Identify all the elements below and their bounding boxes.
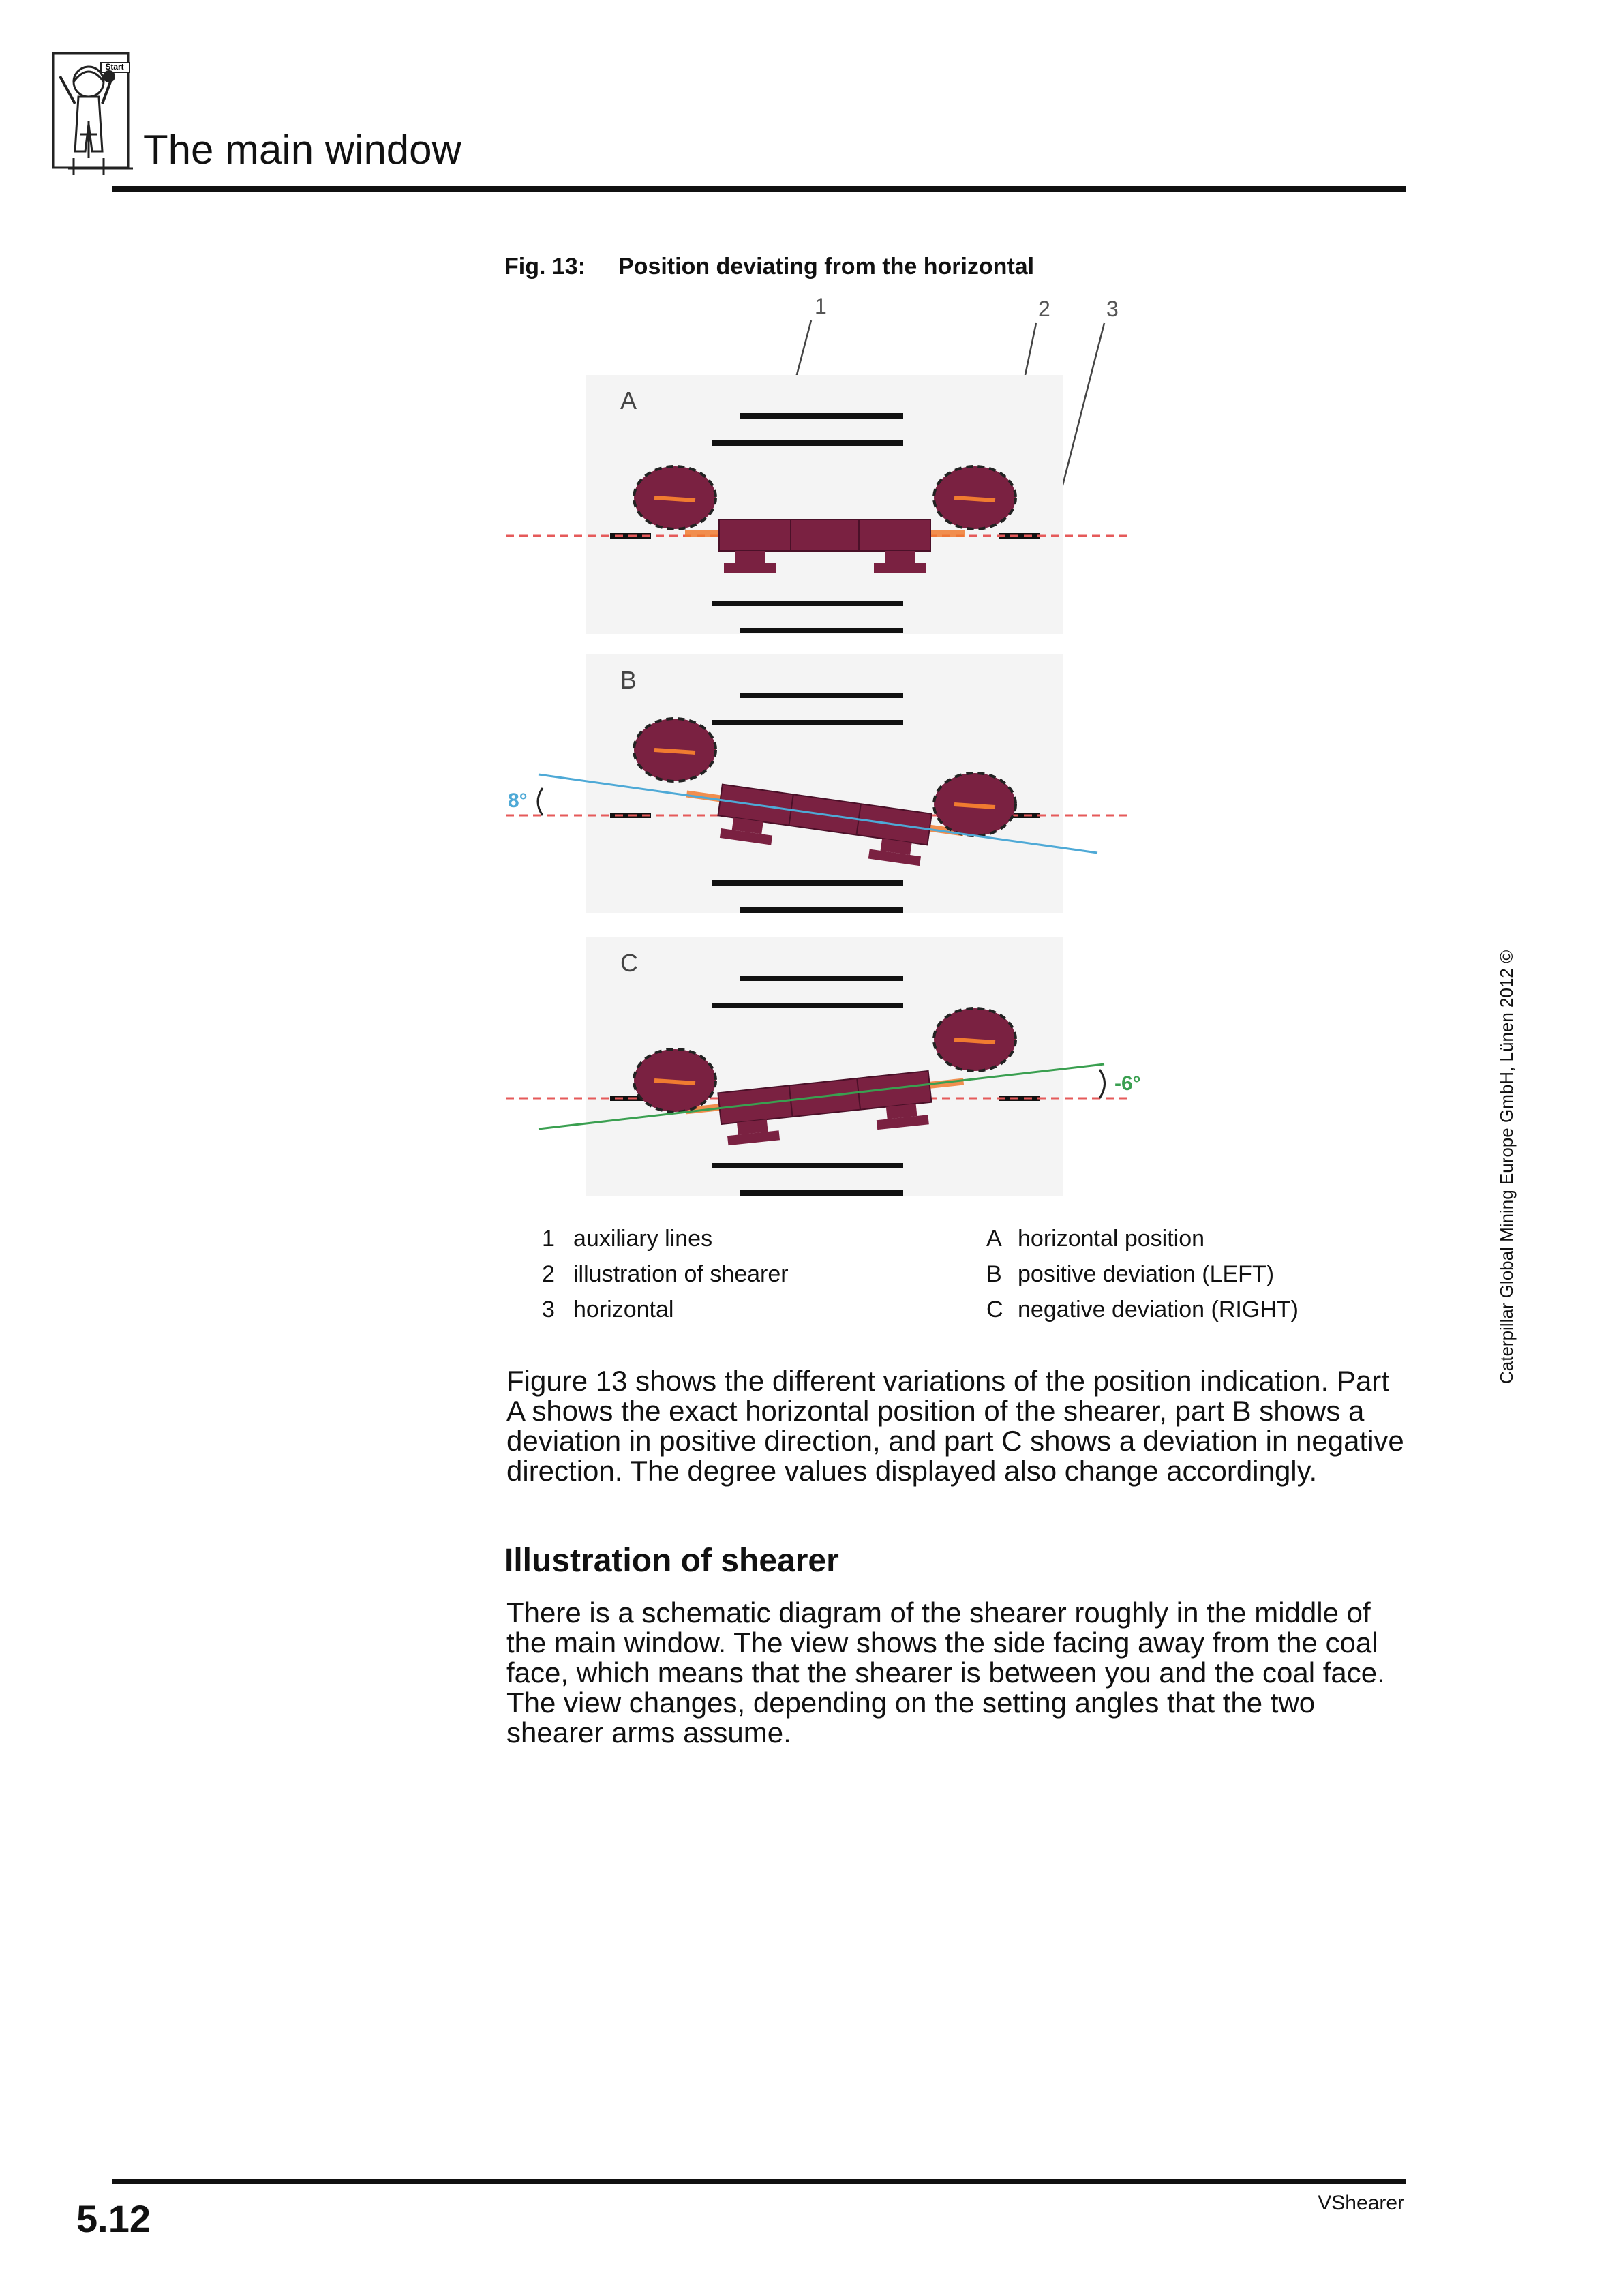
start-figure-icon: [48, 49, 136, 185]
auxiliary-line: [712, 1163, 903, 1168]
angle-arc: [1099, 1070, 1105, 1098]
auxiliary-line: [712, 601, 903, 606]
auxiliary-line: [712, 1003, 903, 1008]
page-title: The main window: [143, 127, 461, 172]
position-diagram: [498, 286, 1152, 1200]
footer-divider: [112, 2179, 1406, 2184]
callout-2: 2: [1038, 297, 1050, 321]
panel-label: A: [620, 387, 637, 414]
legend-item-b: [986, 1263, 1274, 1286]
legend-text: illustration of shearer: [573, 1261, 789, 1287]
legend-text: horizontal: [573, 1297, 674, 1323]
panel-c: [506, 937, 1141, 1196]
legend-key: 2: [542, 1261, 555, 1287]
start-logo-text: Start: [105, 62, 124, 72]
legend-text: auxiliary lines: [573, 1226, 713, 1252]
copyright-notice: Caterpillar Global Mining Europe GmbH, Lünen 2012 ©: [1496, 950, 1517, 1384]
panel-a: [506, 375, 1132, 634]
legend-key: B: [986, 1261, 1002, 1287]
figure-caption: [504, 254, 1034, 280]
header-divider: [112, 186, 1406, 192]
figure-number: Fig. 13:: [504, 254, 586, 280]
legend-text: horizontal position: [1018, 1226, 1205, 1252]
callout-1: 1: [815, 294, 827, 318]
legend-item-c: [986, 1298, 1299, 1321]
section-heading: Illustration of shearer: [504, 1543, 839, 1579]
legend-item-a: [986, 1227, 1204, 1250]
legend-item-1: [542, 1227, 712, 1250]
legend-item-3: [542, 1298, 673, 1321]
drum-arm: [654, 498, 695, 500]
legend-text: negative deviation (RIGHT): [1018, 1297, 1299, 1323]
panel-b: [506, 654, 1132, 913]
figure-title: Position deviating from the horizontal: [618, 254, 1035, 280]
auxiliary-line: [740, 413, 903, 419]
auxiliary-line: [712, 440, 903, 446]
auxiliary-line: [740, 907, 903, 913]
legend-item-2: [542, 1263, 789, 1286]
drum-arm: [954, 1040, 995, 1042]
drum-arm: [654, 1081, 695, 1083]
shearer-skid: [724, 563, 776, 573]
auxiliary-line: [740, 1190, 903, 1196]
position-figure: [498, 286, 1152, 1200]
legend-key: C: [986, 1297, 1003, 1323]
panel-label: B: [620, 666, 637, 694]
angle-label: -6°: [1114, 1072, 1141, 1095]
legend-key: A: [986, 1226, 1002, 1252]
legend-key: 1: [542, 1226, 555, 1252]
body-paragraph-2: There is a schematic diagram of the shearer roughly in the middle of the main window. The view shows the side facing away from the coal face, which means that the shearer is between you and the coal face. The view changes, depending on the setting angles that the two shearer arms assume.: [506, 1597, 1385, 1749]
auxiliary-line: [740, 976, 903, 981]
drum-arm: [954, 804, 995, 807]
angle-label: 8°: [508, 789, 528, 812]
shearer-foot: [885, 551, 915, 563]
angle-arc: [538, 788, 543, 815]
callout-3: 3: [1106, 297, 1119, 321]
body-paragraph-1: Figure 13 shows the different variations of the position indication. Part A shows the exact horizontal position of the shearer, part B shows a deviation in positive direction, and part C shows a deviation in negative direction. The degree values displayed also change accordingly.: [506, 1365, 1404, 1487]
legend-key: 3: [542, 1297, 555, 1323]
auxiliary-line: [712, 720, 903, 725]
auxiliary-line: [740, 693, 903, 698]
auxiliary-line: [712, 880, 903, 886]
drum-arm: [954, 498, 995, 500]
shearer-skid: [874, 563, 926, 573]
legend-text: positive deviation (LEFT): [1018, 1261, 1275, 1287]
shearer-body: [719, 519, 930, 551]
shearer-foot: [735, 551, 765, 563]
auxiliary-line: [740, 628, 903, 633]
drum-arm: [654, 750, 695, 753]
product-name: VShearer: [1318, 2192, 1404, 2214]
page-number: 5.12: [76, 2197, 151, 2240]
panel-label: C: [620, 949, 638, 977]
